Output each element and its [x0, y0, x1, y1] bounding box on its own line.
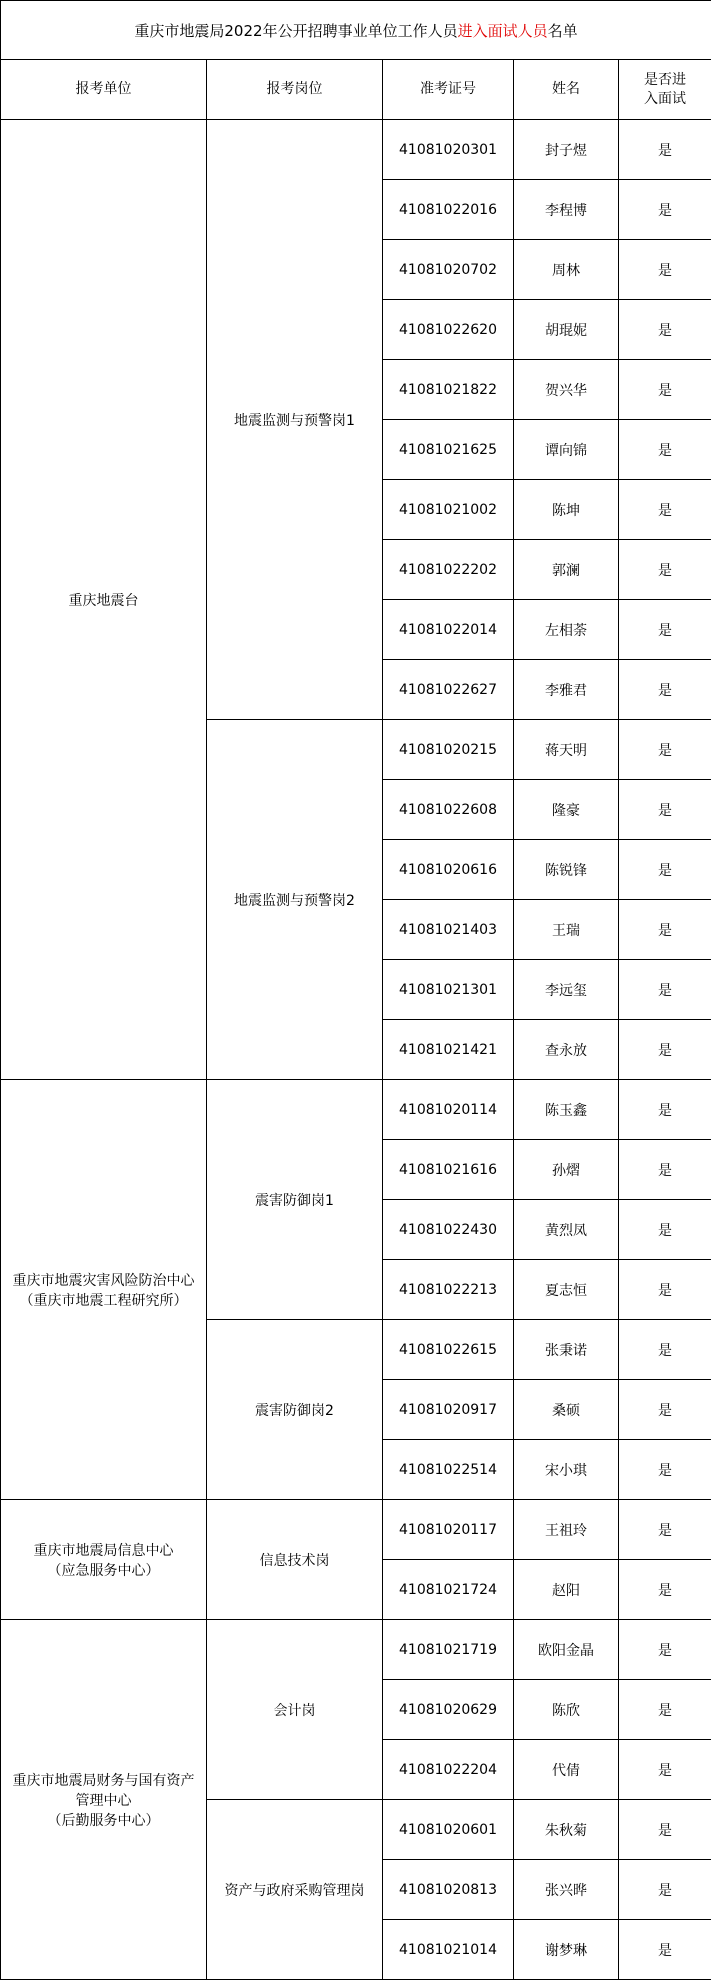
position-cell: 信息技术岗: [207, 1500, 383, 1620]
exam-no-cell: 41081020917: [383, 1380, 514, 1440]
name-cell: 陈玉鑫: [514, 1080, 619, 1140]
unit-cell: [1, 1080, 207, 1500]
unit-line: 重庆地震台: [68, 592, 139, 609]
name-cell: 陈欣: [514, 1680, 619, 1740]
table-row: [1, 1620, 711, 1680]
position-cell: 震害防御岗2: [207, 1320, 383, 1500]
name-cell: 王瑞: [514, 900, 619, 960]
name-cell: 谭向锦: [514, 420, 619, 480]
exam-no-cell: 41081021822: [383, 360, 514, 420]
table-row: [1, 120, 711, 180]
interview-cell: 是: [619, 600, 711, 660]
interview-cell: 是: [619, 240, 711, 300]
name-cell: 胡琨妮: [514, 300, 619, 360]
interview-cell: 是: [619, 420, 711, 480]
header-exam-no: 准考证号: [383, 60, 514, 120]
interview-cell: 是: [619, 120, 711, 180]
exam-no-cell: 41081021014: [383, 1920, 514, 1980]
exam-no-cell: 41081020117: [383, 1500, 514, 1560]
unit-line: 管理中心: [75, 1792, 132, 1809]
position-cell: 地震监测与预警岗1: [207, 120, 383, 720]
exam-no-cell: 41081021301: [383, 960, 514, 1020]
header-unit: 报考单位: [1, 60, 207, 120]
interview-cell: 是: [619, 480, 711, 540]
exam-no-cell: 41081022620: [383, 300, 514, 360]
name-cell: 蒋天明: [514, 720, 619, 780]
position-cell: 震害防御岗1: [207, 1080, 383, 1320]
exam-no-cell: 41081021002: [383, 480, 514, 540]
name-cell: 隆豪: [514, 780, 619, 840]
interview-cell: 是: [619, 180, 711, 240]
name-cell: 李程博: [514, 180, 619, 240]
name-cell: 左相荼: [514, 600, 619, 660]
interview-cell: 是: [619, 1200, 711, 1260]
interview-cell: 是: [619, 1620, 711, 1680]
interview-cell: 是: [619, 1380, 711, 1440]
page-title: [1, 1, 711, 60]
interview-cell: 是: [619, 1020, 711, 1080]
exam-no-cell: 41081020702: [383, 240, 514, 300]
interview-cell: 是: [619, 1560, 711, 1620]
exam-no-cell: 41081020114: [383, 1080, 514, 1140]
table-row: [1, 1080, 711, 1140]
exam-no-cell: 41081021421: [383, 1020, 514, 1080]
interview-cell: 是: [619, 660, 711, 720]
exam-no-cell: 41081022514: [383, 1440, 514, 1500]
exam-no-cell: 41081022204: [383, 1740, 514, 1800]
exam-no-cell: 41081022430: [383, 1200, 514, 1260]
unit-cell: [1, 1500, 207, 1620]
name-cell: 黄烈凤: [514, 1200, 619, 1260]
exam-no-cell: 41081021724: [383, 1560, 514, 1620]
interview-cell: 是: [619, 1860, 711, 1920]
interview-cell: 是: [619, 1680, 711, 1740]
name-cell: 孙熠: [514, 1140, 619, 1200]
name-cell: 陈坤: [514, 480, 619, 540]
interview-cell: 是: [619, 1440, 711, 1500]
unit-line: 重庆市地震局财务与国有资产: [12, 1772, 195, 1789]
interview-cell: 是: [619, 540, 711, 600]
position-cell: 资产与政府采购管理岗: [207, 1800, 383, 1980]
exam-no-cell: 41081020813: [383, 1860, 514, 1920]
interview-cell: 是: [619, 1920, 711, 1980]
name-cell: 郭澜: [514, 540, 619, 600]
interview-cell: 是: [619, 1800, 711, 1860]
exam-no-cell: 41081020629: [383, 1680, 514, 1740]
exam-no-cell: 41081020616: [383, 840, 514, 900]
name-cell: 李远玺: [514, 960, 619, 1020]
name-cell: 张兴晔: [514, 1860, 619, 1920]
interview-cell: 是: [619, 360, 711, 420]
name-cell: 谢梦琳: [514, 1920, 619, 1980]
unit-line: （重庆市地震工程研究所）: [19, 1292, 188, 1309]
title-row: [1, 1, 711, 60]
name-cell: 宋小琪: [514, 1440, 619, 1500]
name-cell: 李雅君: [514, 660, 619, 720]
exam-no-cell: 41081020601: [383, 1800, 514, 1860]
exam-no-cell: 41081022627: [383, 660, 514, 720]
interview-cell: 是: [619, 840, 711, 900]
interview-cell: 是: [619, 1140, 711, 1200]
unit-line: （后勤服务中心）: [47, 1812, 160, 1829]
position-cell: 会计岗: [207, 1620, 383, 1800]
interview-cell: 是: [619, 1500, 711, 1560]
unit-line: 重庆市地震灾害风险防治中心: [12, 1272, 195, 1289]
interview-cell: 是: [619, 780, 711, 840]
unit-cell: [1, 120, 207, 1080]
exam-no-cell: 41081022014: [383, 600, 514, 660]
name-cell: 桑硕: [514, 1380, 619, 1440]
interview-cell: 是: [619, 1260, 711, 1320]
header-interview-line2: 入面试: [644, 90, 686, 107]
header-interview: [619, 60, 711, 120]
name-cell: 张秉诺: [514, 1320, 619, 1380]
name-cell: 周林: [514, 240, 619, 300]
interview-cell: 是: [619, 1080, 711, 1140]
interview-cell: 是: [619, 1320, 711, 1380]
exam-no-cell: 41081021616: [383, 1140, 514, 1200]
exam-no-cell: 41081021719: [383, 1620, 514, 1680]
exam-no-cell: 41081021403: [383, 900, 514, 960]
exam-no-cell: 41081022213: [383, 1260, 514, 1320]
header-name: 姓名: [514, 60, 619, 120]
exam-no-cell: 41081022615: [383, 1320, 514, 1380]
exam-no-cell: 41081022202: [383, 540, 514, 600]
name-cell: 朱秋菊: [514, 1800, 619, 1860]
header-position: 报考岗位: [207, 60, 383, 120]
exam-no-cell: 41081022016: [383, 180, 514, 240]
interview-cell: 是: [619, 960, 711, 1020]
interview-cell: 是: [619, 300, 711, 360]
unit-line: 重庆市地震局信息中心: [33, 1542, 174, 1559]
name-cell: 贺兴华: [514, 360, 619, 420]
name-cell: 陈锐锋: [514, 840, 619, 900]
name-cell: 赵阳: [514, 1560, 619, 1620]
name-cell: 封子煜: [514, 120, 619, 180]
exam-no-cell: 41081022608: [383, 780, 514, 840]
name-cell: 夏志恒: [514, 1260, 619, 1320]
interview-cell: 是: [619, 720, 711, 780]
interview-cell: 是: [619, 900, 711, 960]
name-cell: 查永放: [514, 1020, 619, 1080]
position-cell: 地震监测与预警岗2: [207, 720, 383, 1080]
unit-cell: [1, 1620, 207, 1980]
exam-no-cell: 41081020215: [383, 720, 514, 780]
title-prefix: 重庆市地震局2022年公开招聘事业单位工作人员: [134, 21, 458, 40]
name-cell: 王祖玲: [514, 1500, 619, 1560]
title-highlight: 进入面试人员: [457, 21, 548, 40]
name-cell: 欧阳金晶: [514, 1620, 619, 1680]
exam-no-cell: 41081020301: [383, 120, 514, 180]
interview-cell: 是: [619, 1740, 711, 1800]
table-row: [1, 1500, 711, 1560]
exam-no-cell: 41081021625: [383, 420, 514, 480]
header-row: [1, 60, 711, 120]
header-interview-line1: 是否进: [644, 71, 686, 88]
name-cell: 代倩: [514, 1740, 619, 1800]
unit-line: （应急服务中心）: [47, 1562, 160, 1579]
title-suffix: 名单: [547, 21, 578, 40]
